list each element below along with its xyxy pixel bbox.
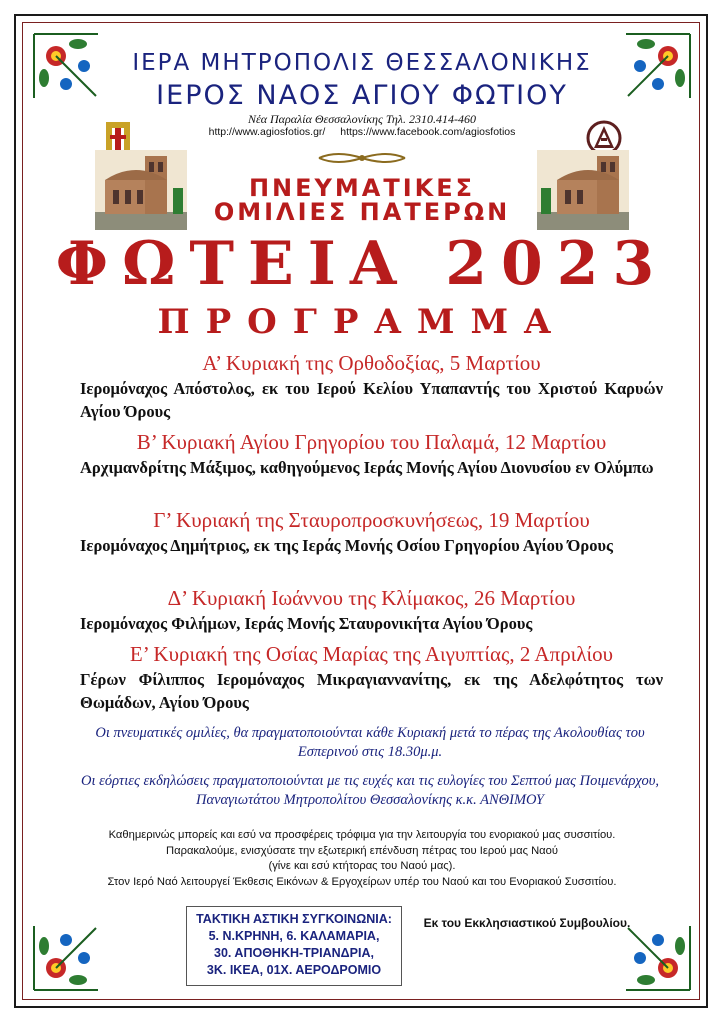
main-title: ΦΩΤΕΙΑ 2023 (55, 229, 669, 299)
event-title: Γ’ Κυριακή της Σταυροπροσκυνήσεως, 19 Μαρτίου (153, 508, 590, 532)
poster-title-line2: ΟΜΙΛΙΕΣ ΠΑΤΕΡΩΝ (213, 198, 511, 226)
metropolis-heading: ΙΕΡΑ ΜΗΤΡΟΠΟΛΙΣ ΘΕΣΣΑΛΟΝΙΚΗΣ (132, 50, 592, 76)
program-heading: ΠΡΟΓΡΑΜΜΑ (157, 302, 567, 342)
event-speaker: Γέρων Φίλιππος Ιερομόναχος Μικραγιαννανίτης, εκ της Αδελφότητος των Θωμάδων, Αγίου Όρους (80, 670, 663, 712)
transit-line: 30. ΑΠΟΘΗΚΗ-ΤΡΙΑΝΔΡΙΑ, (214, 946, 374, 960)
event-title: Ε’ Κυριακή της Οσίας Μαρίας της Αιγυπτίας, 2 Απριλίου (129, 642, 614, 666)
event-5 (80, 641, 663, 714)
facebook-link[interactable]: https://www.facebook.com/agiosfotios (340, 126, 516, 138)
parish-info-line: Καθημερινώς μπορείς και εσύ να προσφέρεις τρόφιμα για την λειτουργία του ενοριακού μας συσσιτίου. (108, 829, 616, 841)
event-speaker: Ιερομόναχος Φιλήμων, Ιεράς Μονής Σταυρονικήτα Αγίου Όρους (80, 614, 533, 633)
decorative-flourish-icon (317, 150, 407, 166)
event-4 (80, 585, 663, 635)
council-signature: Εκ του Εκκλησιαστικού Συμβουλίου. (423, 916, 631, 930)
event-speaker: Αρχιμανδρίτης Μάξιμος, καθηγούμενος Ιεράς Μονής Αγίου Διονυσίου εν Ολύμπω (80, 458, 654, 477)
event-3 (80, 507, 663, 557)
parish-info-line: Παρακαλούμε, ενισχύσατε την εξωτερική επένδυση πέτρας του Ιερού μας Ναού (166, 844, 558, 857)
parish-info (40, 828, 684, 890)
event-1 (80, 350, 663, 423)
event-2 (80, 429, 663, 479)
transit-title: ΤΑΚΤΙΚΗ ΑΣΤΙΚΗ ΣΥΓΚΟΙΝΩΝΙΑ: (196, 912, 392, 926)
event-speaker: Ιερομόναχος Απόστολος, εκ του Ιερού Κελίου Υπαπαντής του Χριστού Καρυών Αγίου Όρους (80, 379, 663, 421)
schedule-note: Οι πνευματικές ομιλίες, θα πραγματοποιούνται κάθε Κυριακή μετά το πέρας της Ακολουθίας του Εσπερινού στις 18.30μ.μ. (95, 725, 645, 760)
transit-line: 3Κ. ΙΚΕΑ, 01Χ. ΑΕΡΟΔΡΟΜΙΟ (206, 963, 382, 977)
parish-info-line: (γίνε και εσύ κτήτορας του Ναού μας). (268, 860, 456, 872)
church-heading: ΙΕΡΟΣ ΝΑΟΣ ΑΓΙΟΥ ΦΩΤΙΟΥ (156, 80, 568, 111)
transit-line: 5. Ν.ΚΡΗΝΗ, 6. ΚΑΛΑΜΑΡΙΑ, (208, 929, 380, 943)
blessing-note: Οι εόρτιες εκδηλώσεις πραγματοποιούνται με τις ευχές και τις ευλογίες του Σεπτού μας Ποιμενάρχου, Παναγιωτάτου Μητροπολίτου Θεσσαλονίκης κ.κ. ΑΝΘΙΜΟΥ (80, 773, 660, 808)
parish-info-line: Στον Ιερό Ναό λειτουργεί Έκθεσις Εικόνων & Εργοχείρων υπέρ του Ναού και του Ενοριακού Συσσιτίου. (107, 875, 617, 888)
floral-corner-icon (618, 918, 698, 998)
event-title: Α’ Κυριακή της Ορθοδοξίας, 5 Μαρτίου (202, 351, 541, 375)
website-link[interactable]: http://www.agiosfotios.gr/ (208, 126, 326, 138)
floral-corner-icon (26, 918, 106, 998)
transit-box (186, 906, 402, 986)
event-title: Β’ Κυριακή Αγίου Γρηγορίου του Παλαμά, 12 Μαρτίου (136, 430, 607, 454)
address-line: Νέα Παραλία Θεσσαλονίκης Τηλ. 2310.414-460 (247, 112, 476, 126)
event-title: Δ’ Κυριακή Ιωάννου της Κλίμακος, 26 Μαρτίου (167, 586, 576, 610)
poster-title-line1: ΠΝΕΥΜΑΤΙΚΕΣ (248, 174, 476, 202)
event-speaker: Ιερομόναχος Δημήτριος, εκ της Ιεράς Μονής Οσίου Γρηγορίου Αγίου Όρους (80, 536, 613, 555)
